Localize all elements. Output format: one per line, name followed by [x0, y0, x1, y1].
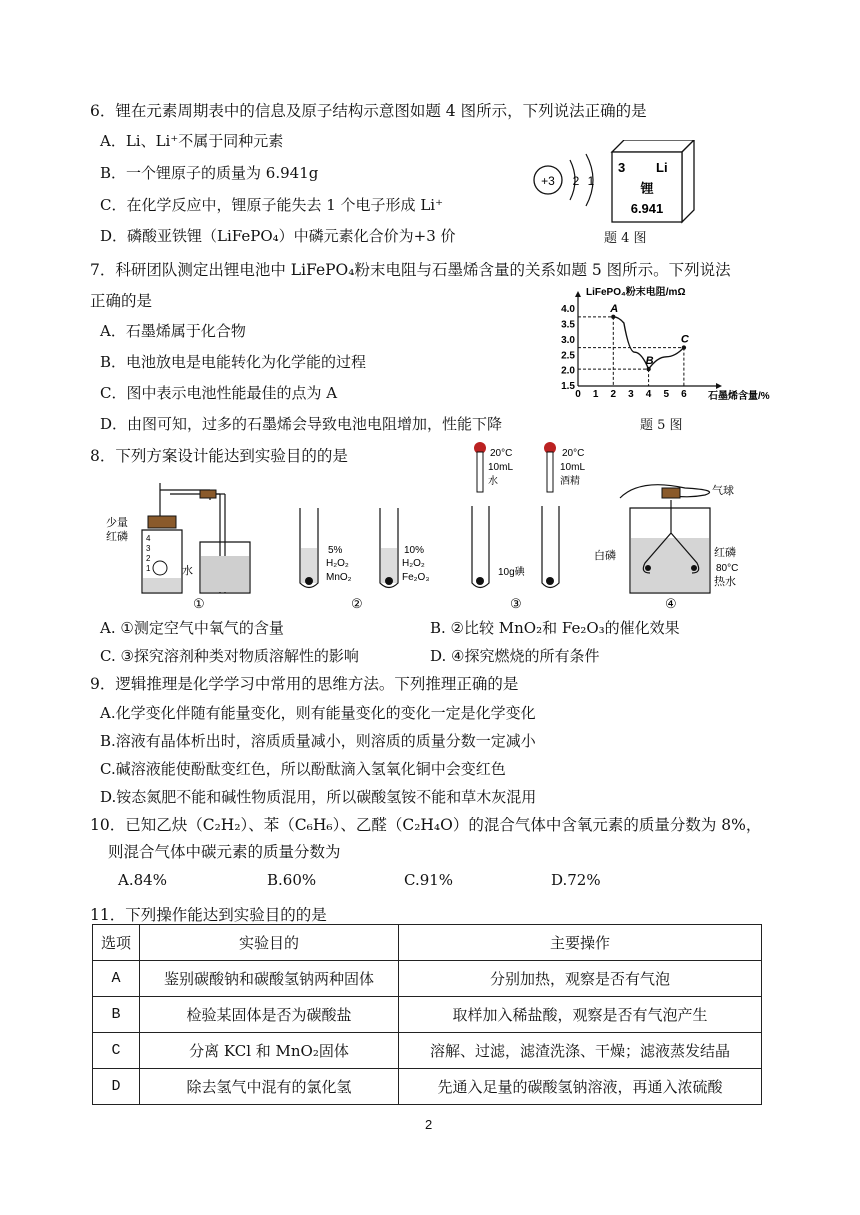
- svg-text:1: 1: [146, 564, 151, 573]
- nucleus-charge: +3: [541, 174, 555, 188]
- q9-option-d: D.铵态氮肥不能和碱性物质混用，所以碳酸氢铵不能和草木灰混用: [100, 788, 537, 806]
- x-tick-label: 5: [663, 389, 670, 400]
- svg-text:③: ③: [510, 596, 522, 611]
- table-row: [93, 997, 762, 1033]
- apparatus-1: [106, 483, 250, 611]
- point-label: A: [610, 302, 619, 315]
- figure-4-caption: 题 4 图: [604, 231, 647, 246]
- q7-option-b: B．电池放电是电能转化为化学能的过程: [100, 353, 367, 371]
- point-marker: [646, 367, 650, 371]
- apparatus-2: [300, 508, 429, 611]
- q9-option-b: B.溶液有晶体析出时，溶质质量减小，则溶质的质量分数一定减小: [100, 732, 536, 750]
- q10-option-d: D.72%: [551, 871, 601, 889]
- row-purpose: 分离 KCl 和 MnO₂固体: [140, 1033, 399, 1069]
- q6-option-a: A．Li、Li⁺不属于同种元素: [100, 132, 284, 150]
- row-operation: 分别加热，观察是否有气泡: [399, 961, 762, 997]
- q7-stem-line1: 7．科研团队测定出锂电池中 LiFePO₄粉末电阻与石墨烯含量的关系如题 5 图所示。下列说法: [90, 261, 731, 279]
- point-label: B: [645, 355, 654, 368]
- y-tick-label: 4.0: [561, 304, 575, 316]
- x-tick-label: 6: [681, 389, 687, 400]
- atomic-mass: 6.941: [630, 201, 664, 216]
- q10-option-c: C.91%: [404, 871, 454, 889]
- svg-text:80°C: 80°C: [716, 563, 739, 574]
- phosphorus-label-2: 红磷: [106, 531, 128, 543]
- svg-text:②: ②: [351, 596, 363, 611]
- row-purpose: 除去氢气中混有的氯化氢: [140, 1069, 399, 1105]
- x-tick-label: 2: [610, 389, 617, 400]
- svg-text:20°C: 20°C: [490, 448, 513, 459]
- row-purpose: 鉴别碳酸钠和碳酸氢钠两种固体: [140, 961, 399, 997]
- apparatus-4: [594, 483, 738, 611]
- row-option: C: [93, 1033, 140, 1069]
- element-name: 锂: [640, 181, 654, 196]
- svg-text:Fe₂O₃: Fe₂O₃: [402, 572, 430, 583]
- header-purpose: 实验目的: [140, 925, 399, 961]
- q7-stem-line2: 正确的是: [90, 292, 153, 310]
- point-marker: [611, 315, 615, 319]
- point-marker: [682, 345, 686, 349]
- operations-table: [92, 924, 762, 1105]
- x-tick-label: 4: [645, 389, 652, 400]
- q11-stem: 11．下列操作能达到实验目的的是: [90, 906, 327, 924]
- q9-stem: 9．逻辑推理是化学学习中常用的思维方法。下列推理正确的是: [90, 675, 519, 693]
- svg-text:①: ①: [193, 596, 205, 611]
- svg-text:4: 4: [146, 534, 151, 543]
- svg-text:④: ④: [665, 596, 677, 611]
- water-label: 水: [182, 565, 193, 577]
- point-label: C: [680, 333, 689, 346]
- x-tick-label: 1: [592, 389, 599, 400]
- q9-option-a: A.化学变化伴随有能量变化，则有能量变化的变化一定是化学变化: [100, 704, 536, 722]
- svg-text:热水: 热水: [714, 576, 736, 588]
- figure-5-caption: 题 5 图: [640, 418, 683, 433]
- page-number: 2: [425, 1117, 433, 1132]
- q10-option-b: B.60%: [267, 871, 317, 889]
- chart-xlabel: 石墨烯含量/%: [708, 391, 770, 402]
- svg-text:3: 3: [146, 544, 151, 553]
- x-tick-label: 0: [575, 389, 581, 400]
- element-card: [612, 140, 694, 222]
- q7-option-d: D．由图可知，过多的石墨烯会导致电池电阻增加，性能下降: [100, 415, 503, 433]
- q7-option-a: A．石墨烯属于化合物: [100, 322, 246, 340]
- q8-option-d: D. ④探究燃烧的所有条件: [430, 647, 600, 665]
- svg-text:10%: 10%: [404, 545, 425, 556]
- svg-text:红磷: 红磷: [714, 547, 736, 559]
- row-operation: 取样加入稀盐酸，观察是否有气泡产生: [399, 997, 762, 1033]
- y-tick-label: 1.5: [561, 381, 575, 392]
- q10-option-a: A.84%: [118, 871, 167, 889]
- shell-1-count: 2: [572, 174, 580, 188]
- chart-title: LiFePO₄粉末电阻/mΩ: [586, 287, 686, 298]
- element-symbol: Li: [656, 160, 668, 175]
- phosphorus-label-1: 少量: [106, 517, 128, 529]
- q8-option-b: B. ②比较 MnO₂和 Fe₂O₃的催化效果: [430, 619, 680, 637]
- table-row: [93, 1033, 762, 1069]
- row-option: A: [93, 961, 140, 997]
- atomic-number: 3: [618, 160, 626, 175]
- q7-option-c: C．图中表示电池性能最佳的点为 A: [100, 384, 338, 402]
- svg-text:白磷: 白磷: [594, 550, 616, 562]
- svg-text:酒精: 酒精: [560, 476, 580, 487]
- svg-text:MnO₂: MnO₂: [326, 572, 352, 583]
- stopper: [148, 516, 176, 528]
- table-row: [93, 1069, 762, 1105]
- q6-option-d: D．磷酸亚铁锂（LiFePO₄）中磷元素化合价为+3 价: [100, 227, 456, 245]
- svg-text:10mL: 10mL: [488, 462, 514, 473]
- shell-2-count: 1: [587, 174, 595, 188]
- q6-option-b: B．一个锂原子的质量为 6.941g: [100, 164, 319, 182]
- svg-text:H₂O₂: H₂O₂: [326, 558, 349, 569]
- svg-text:10mL: 10mL: [560, 462, 586, 473]
- y-tick-label: 2.0: [561, 365, 575, 377]
- svg-text:20°C: 20°C: [562, 448, 585, 459]
- row-operation: 溶解、过滤，滤渣洗涤、干燥；滤液蒸发结晶: [399, 1033, 762, 1069]
- svg-text:10g碘: 10g碘: [498, 567, 525, 578]
- atom-structure-diagram: [534, 154, 595, 206]
- row-purpose: 检验某固体是否为碳酸盐: [140, 997, 399, 1033]
- svg-text:气球: 气球: [712, 485, 734, 497]
- q8-option-c: C. ③探究溶剂种类对物质溶解性的影响: [100, 647, 359, 665]
- q8-stem: 8．下列方案设计能达到实验目的的是: [90, 447, 348, 465]
- q9-option-c: C.碱溶液能使酚酞变红色，所以酚酞滴入氢氧化铜中会变红色: [100, 760, 506, 778]
- resistance-chart: [548, 283, 780, 403]
- q10-stem-line1: 10．已知乙炔（C₂H₂）、苯（C₆H₆）、乙醛（C₂H₄O）的混合气体中含氧元素的质量分数为 8%，: [90, 816, 762, 834]
- header-operation: 主要操作: [399, 925, 762, 961]
- x-tick-label: 3: [628, 389, 634, 400]
- q8-option-a: A. ①测定空气中氧气的含量: [100, 619, 284, 637]
- row-operation: 先通入足量的碳酸氢钠溶液，再通入浓硫酸: [399, 1069, 762, 1105]
- table-header-row: [93, 925, 762, 961]
- svg-text:5%: 5%: [328, 545, 343, 556]
- q6-option-c: C．在化学反应中，锂原子能失去 1 个电子形成 Li⁺: [100, 196, 444, 214]
- q10-stem-line2: 则混合气体中碳元素的质量分数为: [108, 843, 341, 861]
- y-tick-label: 3.5: [561, 319, 575, 331]
- y-tick-label: 2.5: [561, 350, 575, 362]
- row-option: B: [93, 997, 140, 1033]
- apparatus-3: [472, 442, 585, 611]
- y-tick-label: 3.0: [561, 334, 575, 346]
- header-option: 选项: [93, 925, 140, 961]
- experiment-figure: [100, 438, 760, 618]
- y-axis-arrow: [575, 291, 581, 297]
- svg-text:H₂O₂: H₂O₂: [402, 558, 425, 569]
- x-axis-arrow: [716, 383, 722, 389]
- table-row: [93, 961, 762, 997]
- row-option: D: [93, 1069, 140, 1105]
- q6-stem: 6．锂在元素周期表中的信息及原子结构示意图如题 4 图所示，下列说法正确的是: [90, 102, 647, 120]
- svg-text:2: 2: [146, 554, 151, 563]
- svg-text:水: 水: [488, 476, 498, 487]
